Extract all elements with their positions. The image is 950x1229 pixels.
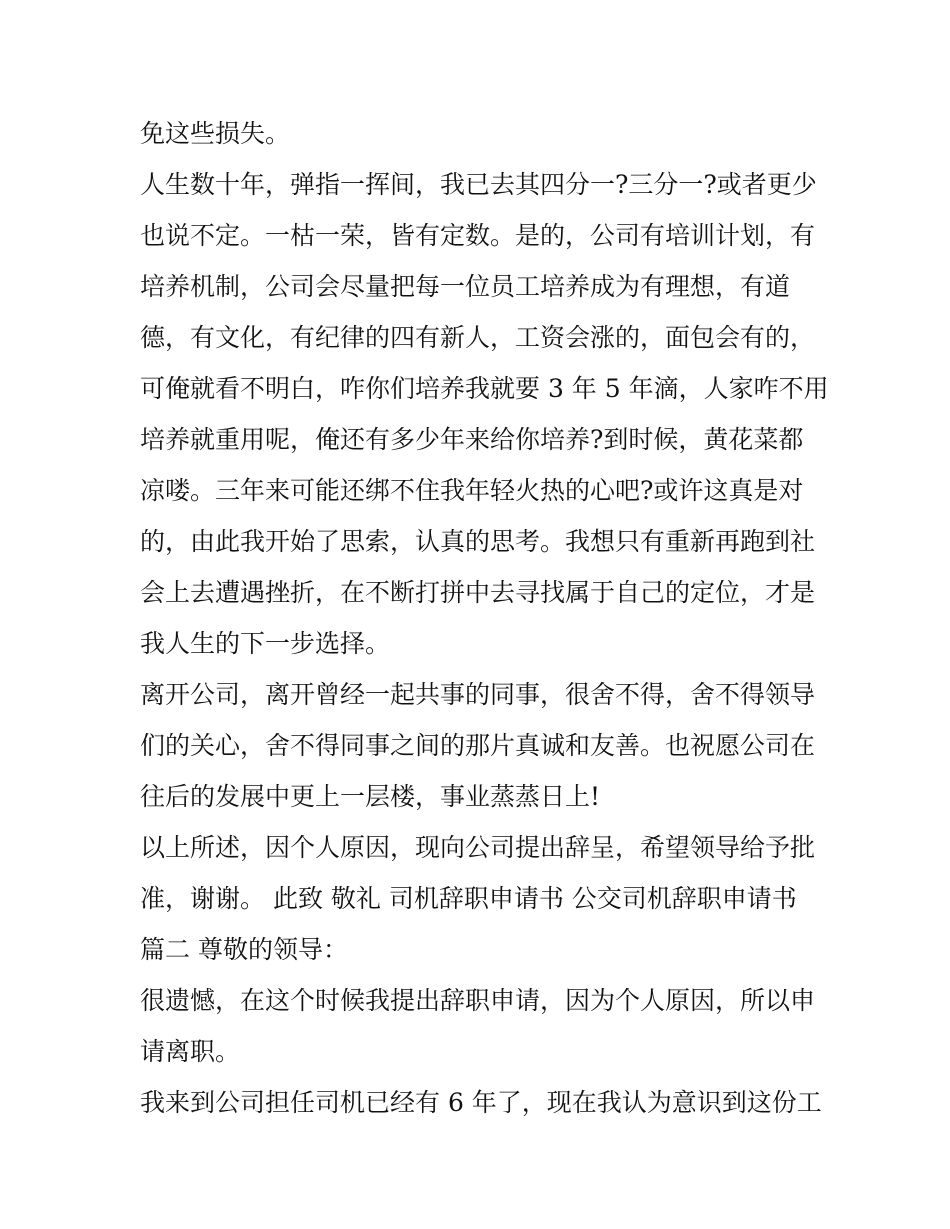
- text-line: 的，由此我开始了思索，认真的思考。我想只有重新再跑到社: [140, 527, 816, 556]
- text-line: 德，有文化，有纪律的四有新人，工资会涨的，面包会有的，: [140, 323, 816, 352]
- document-body: [140, 108, 829, 1128]
- text-line: 我来到公司担任司机已经有 6 年了，现在我认为意识到这份工: [140, 1088, 822, 1117]
- text-line: 人生数十年，弹指一挥间，我已去其四分一?三分一?或者更少: [140, 170, 817, 199]
- text-line: 很遗憾，在这个时候我提出辞职申请，因为个人原因，所以申: [140, 986, 816, 1015]
- text-line: 我人生的下一步选择。: [140, 629, 391, 658]
- text-line: 凉喽。三年来可能还绑不住我年轻火热的心吧?或许这真是对: [140, 476, 804, 505]
- text-line: 们的关心，舍不得同事之间的那片真诚和友善。也祝愿公司在: [140, 731, 816, 760]
- text-line: 免这些损失。: [140, 119, 291, 148]
- text-line: 培养就重用呢，俺还有多少年来给你培养?到时候，黄花菜都: [140, 425, 804, 454]
- text-line: 以上所述，因个人原因，现向公司提出辞呈，希望领导给予批: [140, 833, 816, 862]
- text-line: 准，谢谢。 此致 敬礼 司机辞职申请书 公交司机辞职申请书: [140, 884, 797, 913]
- text-line: 往后的发展中更上一层楼，事业蒸蒸日上!: [140, 782, 601, 811]
- text-line: 培养机制，公司会尽量把每一位员工培养成为有理想，有道: [140, 272, 791, 301]
- text-line: 可俺就看不明白，咋你们培养我就要 3 年 5 年滴，人家咋不用: [140, 374, 829, 403]
- text-line: 篇二 尊敬的领导：: [140, 935, 348, 964]
- text-line: 请离职。: [140, 1037, 241, 1066]
- text-line: 离开公司，离开曾经一起共事的同事，很舍不得，舍不得领导: [140, 680, 816, 709]
- text-line: 也说不定。一枯一荣，皆有定数。是的，公司有培训计划，有: [140, 221, 816, 250]
- text-line: 会上去遭遇挫折，在不断打拼中去寻找属于自己的定位，才是: [140, 578, 816, 607]
